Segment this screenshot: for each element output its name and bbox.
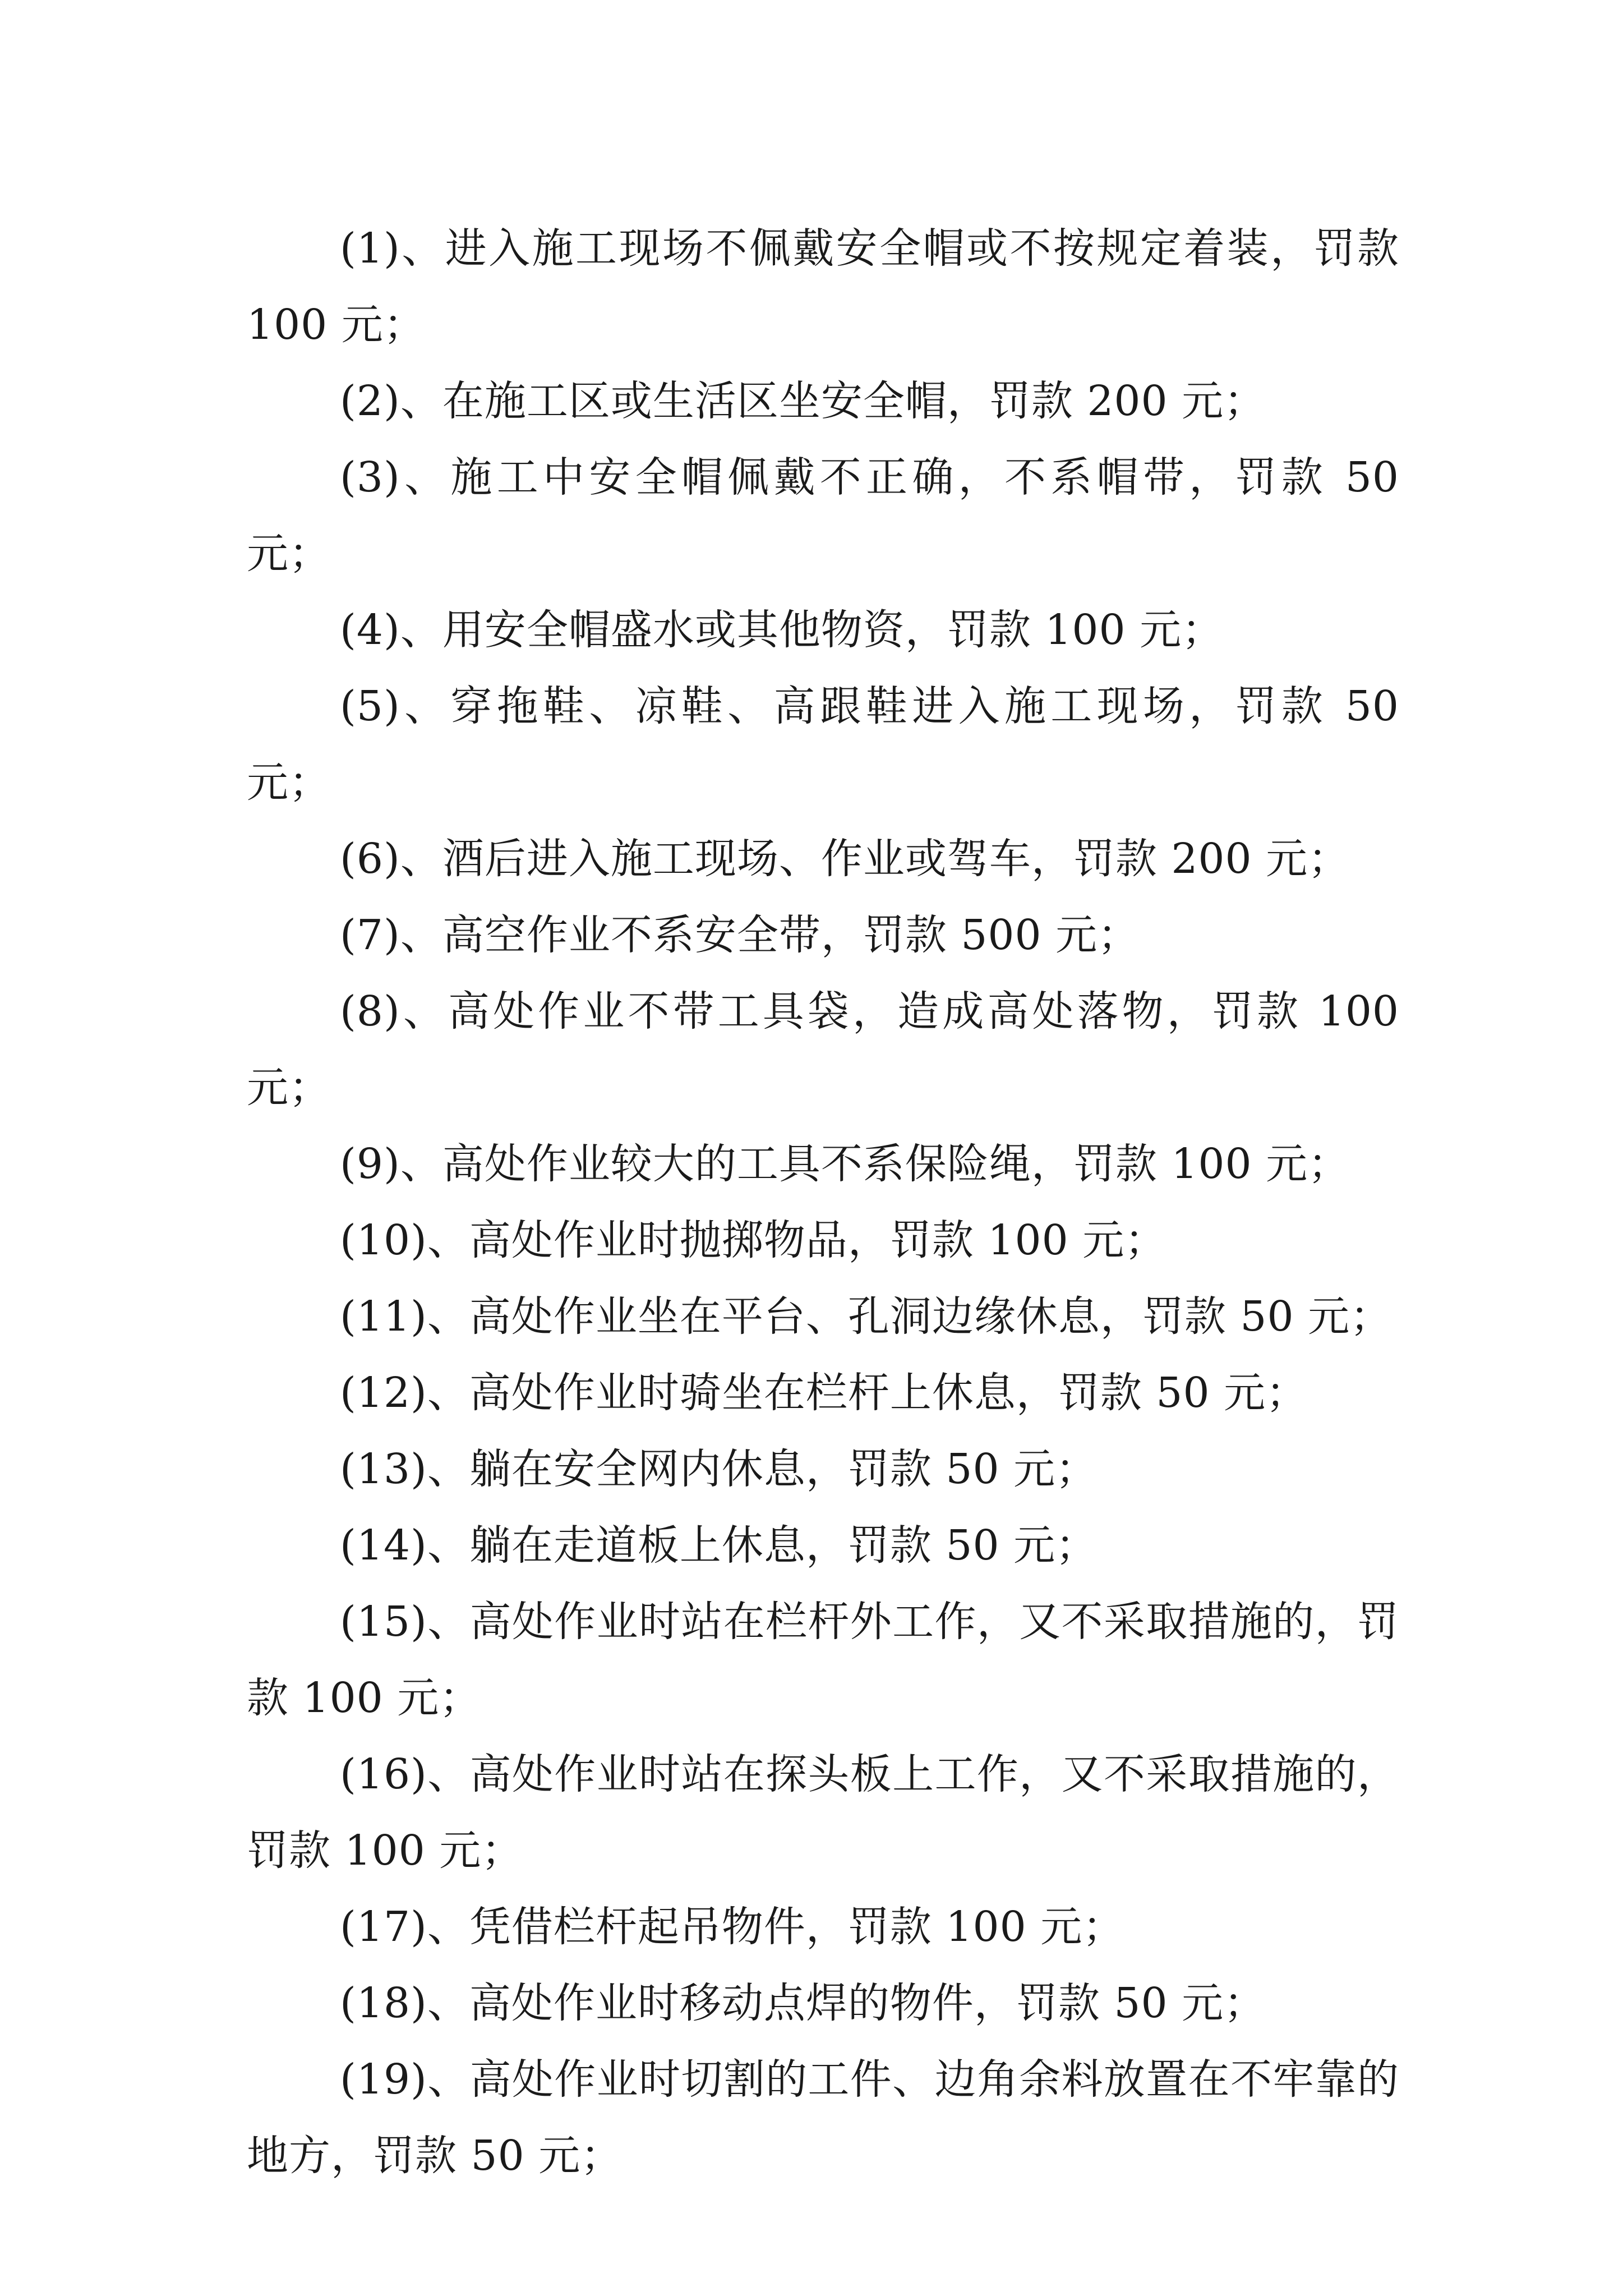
- list-item: (9)、高处作业较大的工具不系保险绳，罚款 100 元；: [340, 1140, 1350, 1188]
- list-item: (16)、高处作业时站在探头板上工作，又不采取措施的，罚款 100 元；: [247, 1750, 1399, 1875]
- list-item: (2)、在施工区或生活区坐安全帽，罚款 200 元；: [340, 377, 1266, 425]
- list-item: (5)、穿拖鞋、凉鞋、高跟鞋进入施工现场，罚款 50 元；: [247, 682, 1399, 807]
- list-item: (14)、躺在走道板上休息，罚款 50 元；: [340, 1521, 1098, 1570]
- list-item: (15)、高处作业时站在栏杆外工作，又不采取措施的，罚款 100 元；: [247, 1598, 1399, 1722]
- list-item: (18)、高处作业时移动点焊的物件，罚款 50 元；: [340, 1979, 1266, 2027]
- list-item: (12)、高处作业时骑坐在栏杆上休息，罚款 50 元；: [340, 1369, 1308, 1417]
- list-item: (19)、高处作业时切割的工件、边角余料放置在不牢靠的地方，罚款 50 元；: [247, 2055, 1399, 2180]
- list-item: (17)、凭借栏杆起吊物件，罚款 100 元；: [340, 1903, 1125, 1951]
- list-item: (13)、躺在安全网内休息，罚款 50 元；: [340, 1445, 1098, 1493]
- list-item: (1)、进入施工现场不佩戴安全帽或不按规定着装，罚款 100 元；: [247, 224, 1399, 349]
- list-item: (10)、高处作业时抛掷物品，罚款 100 元；: [340, 1216, 1167, 1264]
- list-item: (11)、高处作业坐在平台、孔洞边缘休息，罚款 50 元；: [340, 1292, 1393, 1341]
- list-item: (6)、酒后进入施工现场、作业或驾车，罚款 200 元；: [340, 835, 1350, 883]
- list-item: (3)、施工中安全帽佩戴不正确，不系帽带，罚款 50 元；: [247, 453, 1399, 578]
- list-item: (4)、用安全帽盛水或其他物资，罚款 100 元；: [340, 606, 1224, 654]
- penalty-list: [247, 210, 1399, 2194]
- list-item: (7)、高空作业不系安全带，罚款 500 元；: [340, 911, 1140, 959]
- list-item: (8)、高处作业不带工具袋，造成高处落物，罚款 100 元；: [247, 987, 1399, 1112]
